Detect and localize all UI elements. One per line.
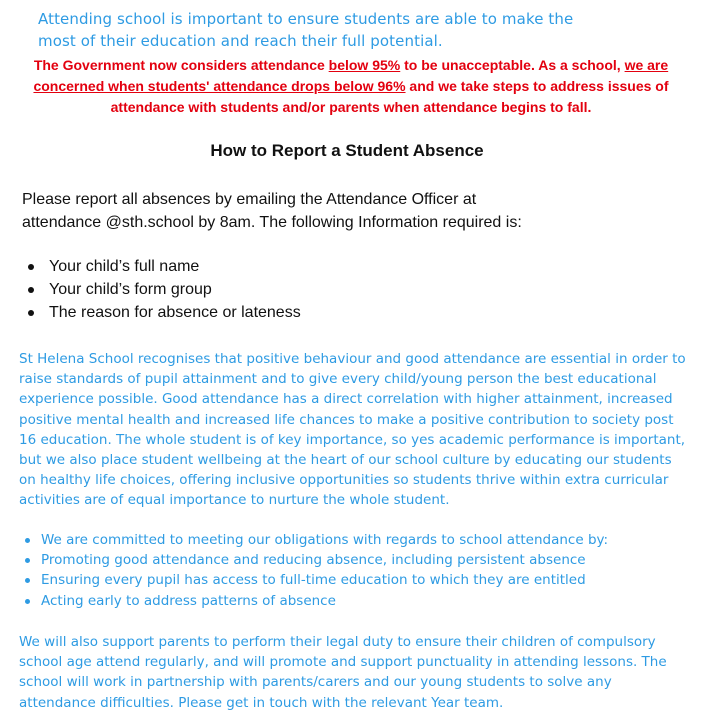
bullet-icon [28, 310, 34, 316]
report-line-2: attendance @sth.school by 8am. The following Information required is: [22, 214, 522, 231]
report-instructions [22, 188, 622, 234]
bullet-icon [25, 558, 30, 563]
list-item [22, 278, 301, 301]
warning-threshold-96: we are concerned when students' attendance drops below 96% [33, 57, 669, 94]
bullet-icon [25, 538, 30, 543]
list-item-text: Your child’s form group [49, 281, 212, 298]
list-item [19, 591, 608, 611]
attendance-warning [6, 55, 696, 118]
report-line-1: Please report all absences by emailing the Attendance Officer at [22, 191, 477, 208]
bullet-icon [25, 599, 30, 604]
list-item-text: Ensuring every pupil has access to full-time education to which they are entitled [41, 572, 586, 589]
list-item-text: Promoting good attendance and reducing absence, including persistent absence [41, 552, 586, 569]
list-item-text: Acting early to address patterns of absence [41, 592, 336, 609]
list-item [19, 530, 608, 550]
intro-text [38, 8, 598, 52]
intro-line-1: Attending school is important to ensure students are able to make the [38, 10, 574, 28]
intro-line-2: most of their education and reach their full potential. [38, 32, 443, 50]
bullet-icon [25, 578, 30, 583]
list-item-text: The reason for absence or lateness [49, 304, 301, 321]
list-item [22, 255, 301, 278]
bullet-icon [28, 287, 34, 293]
parent-support-paragraph: We will also support parents to perform their legal duty to ensure their children of compulsory school age attend regularly, and will promote and support punctuality in attending lessons. The school will work in partnership with parents/carers and our young students to solve any attendance difficulties. Please get in touch with the relevant Year team. [19, 634, 667, 711]
bullet-icon [28, 264, 34, 270]
warning-threshold-95: below 95% [328, 57, 401, 73]
list-item-text: Your child’s full name [49, 258, 200, 275]
list-item-text: We are committed to meeting our obligations with regards to school attendance by: [41, 532, 609, 548]
warning-text-2: to be unacceptable. As a school, [400, 57, 625, 73]
list-item [22, 301, 301, 324]
list-item [19, 570, 608, 590]
warning-text-3: and we take steps to address issues of attendance with students and/or parents when attendance begins to fall. [110, 78, 669, 115]
required-info-list [22, 255, 301, 324]
warning-text-1: The Government now considers attendance [33, 57, 329, 73]
list-item [19, 550, 608, 570]
attendance-policy-paragraph: St Helena School recognises that positive behaviour and good attendance are essential in order to raise standards of pupil attainment and to give every child/young person the best educational experience possible. Good attendance has a direct correlation with higher attainment, increased positive mental health and increased life chances to make a positive contribution to society post 16 education. The whole student is of key importance, so yes academic performance is important, but we also place student wellbeing at the heart of our school culture by educating our students on healthy life choices, offering inclusive opportunities so students thrive within extra curricular activities are of equal importance to nurture the whole student. [19, 351, 686, 509]
commitments-list [19, 530, 608, 611]
report-absence-heading: How to Report a Student Absence [210, 141, 484, 160]
